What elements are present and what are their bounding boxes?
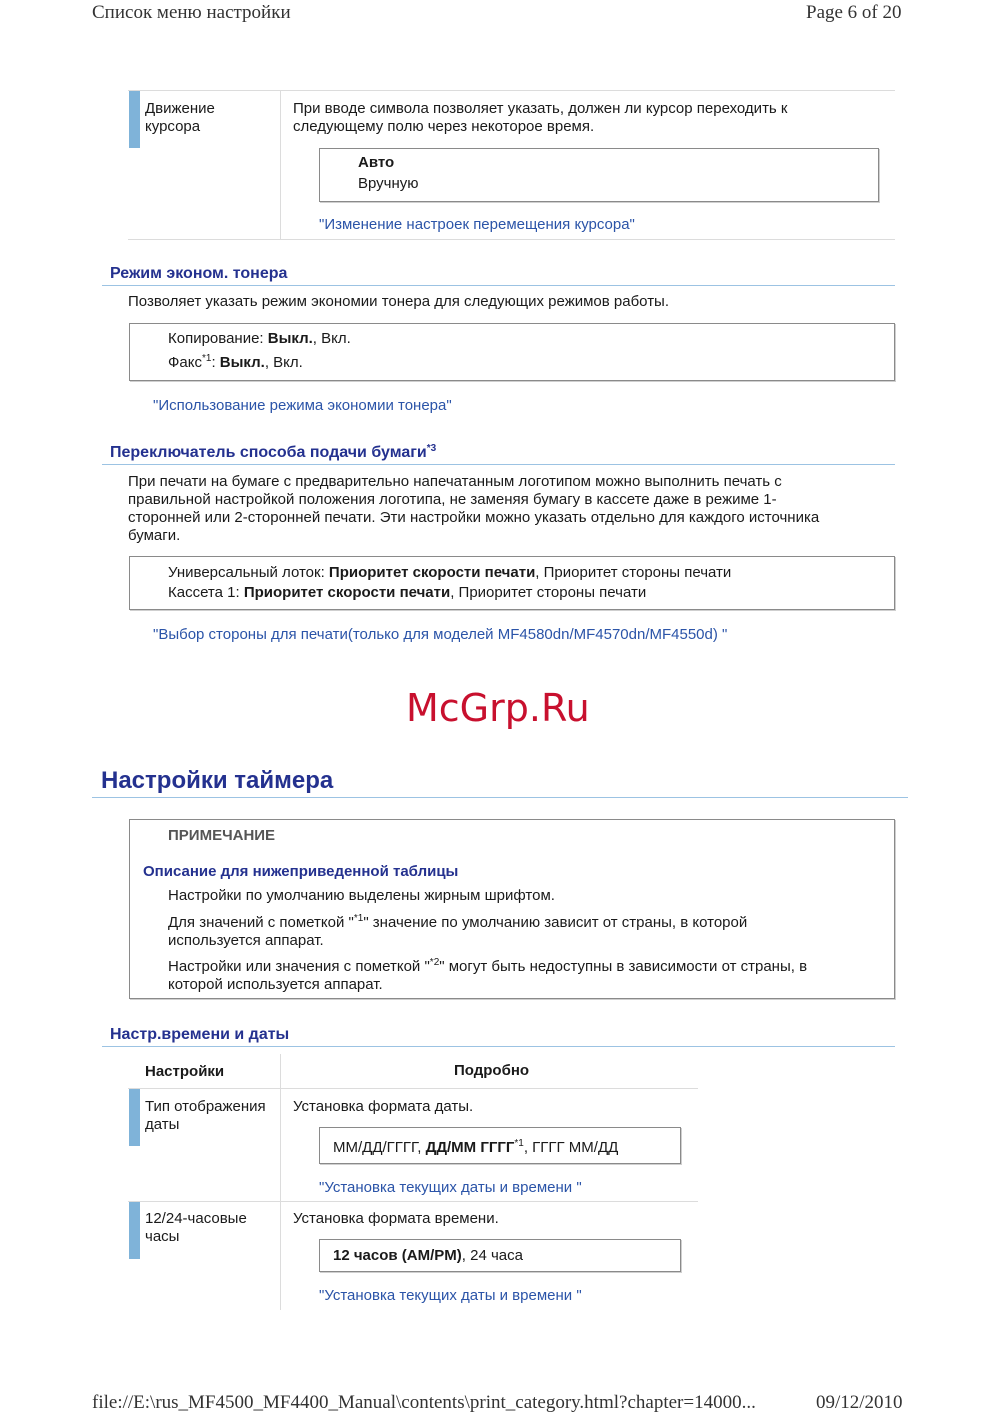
row-marker (129, 1202, 140, 1259)
toner-save-description: Позволяет указать режим экономии тонера для следующих режимов работы. (128, 293, 670, 310)
options-box (319, 148, 879, 202)
note-box (129, 819, 895, 999)
paper-feed-description: При печати на бумаге с предварительно напечатанным логотипом можно выполнить печать с правильной настройкой положения логотипа, не заменяя бумагу в кассете даже в режиме 1- сторонней или 2-сторонней печати. Эти настройки можно указать отдельно для каждого источника бумаги. (128, 473, 820, 544)
row-marker (129, 91, 140, 148)
paper-feed-options-box (129, 556, 895, 610)
setting-description: При вводе символа позволяет указать, должен ли курсор переходить к следующему полю через некоторое время. (293, 100, 788, 135)
file-path: file://E:\rus_MF4500_MF4400_Manual\contents\print_category.html?chapter=14000... (92, 1392, 756, 1413)
timer-settings-heading: Настройки таймера (101, 767, 334, 794)
row-marker (129, 1089, 140, 1146)
copy-option: Копирование: Выкл., Вкл. (168, 330, 351, 347)
option: Вручную (358, 175, 419, 192)
setting-description: Установка формата времени. (293, 1210, 499, 1227)
cursor-settings-link[interactable]: "Изменение настроек перемещения курсора" (319, 216, 635, 233)
watermark: McGrp.Ru (406, 686, 590, 730)
note-line: Настройки или значения с пометкой "$^{*2}$" могут быть недоступны в зависимости от страны, в которой используется аппарат. (168, 957, 808, 993)
date-format-options: ММ/ДД/ГГГГ, ДД/ММ ГГГГ$^{*1}$, ГГГГ ММ/ДД (333, 1138, 619, 1156)
mp-tray-option: Универсальный лоток: Приоритет скорости печати, Приоритет стороны печати (168, 564, 732, 581)
document-title: Список меню настройки (92, 2, 291, 23)
toner-save-heading: Режим эконом. тонера (110, 265, 288, 282)
note-subtitle: Описание для нижеприведенной таблицы (143, 863, 459, 880)
paper-feed-heading: Переключатель способа подачи бумаги$^{*3}$ (110, 443, 437, 461)
setting-name: Движение курсора (145, 100, 215, 135)
fax-option: Факс$^{*1}$: Выкл., Вкл. (168, 353, 303, 371)
column-header-settings: Настройки (145, 1063, 225, 1080)
option-default: Авто (358, 154, 395, 171)
page-number: Page 6 of 20 (806, 2, 902, 23)
datetime-heading: Настр.времени и даты (110, 1026, 290, 1043)
note-line: Для значений с пометкой "$^{*1}$" значение по умолчанию зависит от страны, в которой используется аппарат. (168, 913, 748, 949)
setting-description: Установка формата даты. (293, 1098, 474, 1115)
datetime-link[interactable]: "Установка текущих даты и времени " (319, 1287, 582, 1304)
toner-save-link[interactable]: "Использование режима экономии тонера" (153, 397, 452, 414)
toner-options-box (129, 323, 895, 381)
cassette-option: Кассета 1: Приоритет скорости печати, Приоритет стороны печати (168, 584, 647, 601)
note-title: ПРИМЕЧАНИЕ (168, 827, 276, 844)
options-box (319, 1127, 681, 1164)
datetime-link[interactable]: "Установка текущих даты и времени " (319, 1179, 582, 1196)
setting-name: 12/24-часовые часы (145, 1210, 247, 1245)
options-box (319, 1239, 681, 1272)
print-side-link[interactable]: "Выбор стороны для печати(только для моделей MF4580dn/MF4570dn/MF4550d) " (153, 626, 728, 643)
setting-name: Тип отображения даты (145, 1098, 266, 1133)
column-header-details: Подробно (454, 1062, 530, 1079)
print-date: 09/12/2010 (816, 1392, 903, 1413)
time-format-options: 12 часов (AM/PM), 24 часа (333, 1247, 523, 1264)
note-line: Настройки по умолчанию выделены жирным шрифтом. (168, 887, 555, 904)
